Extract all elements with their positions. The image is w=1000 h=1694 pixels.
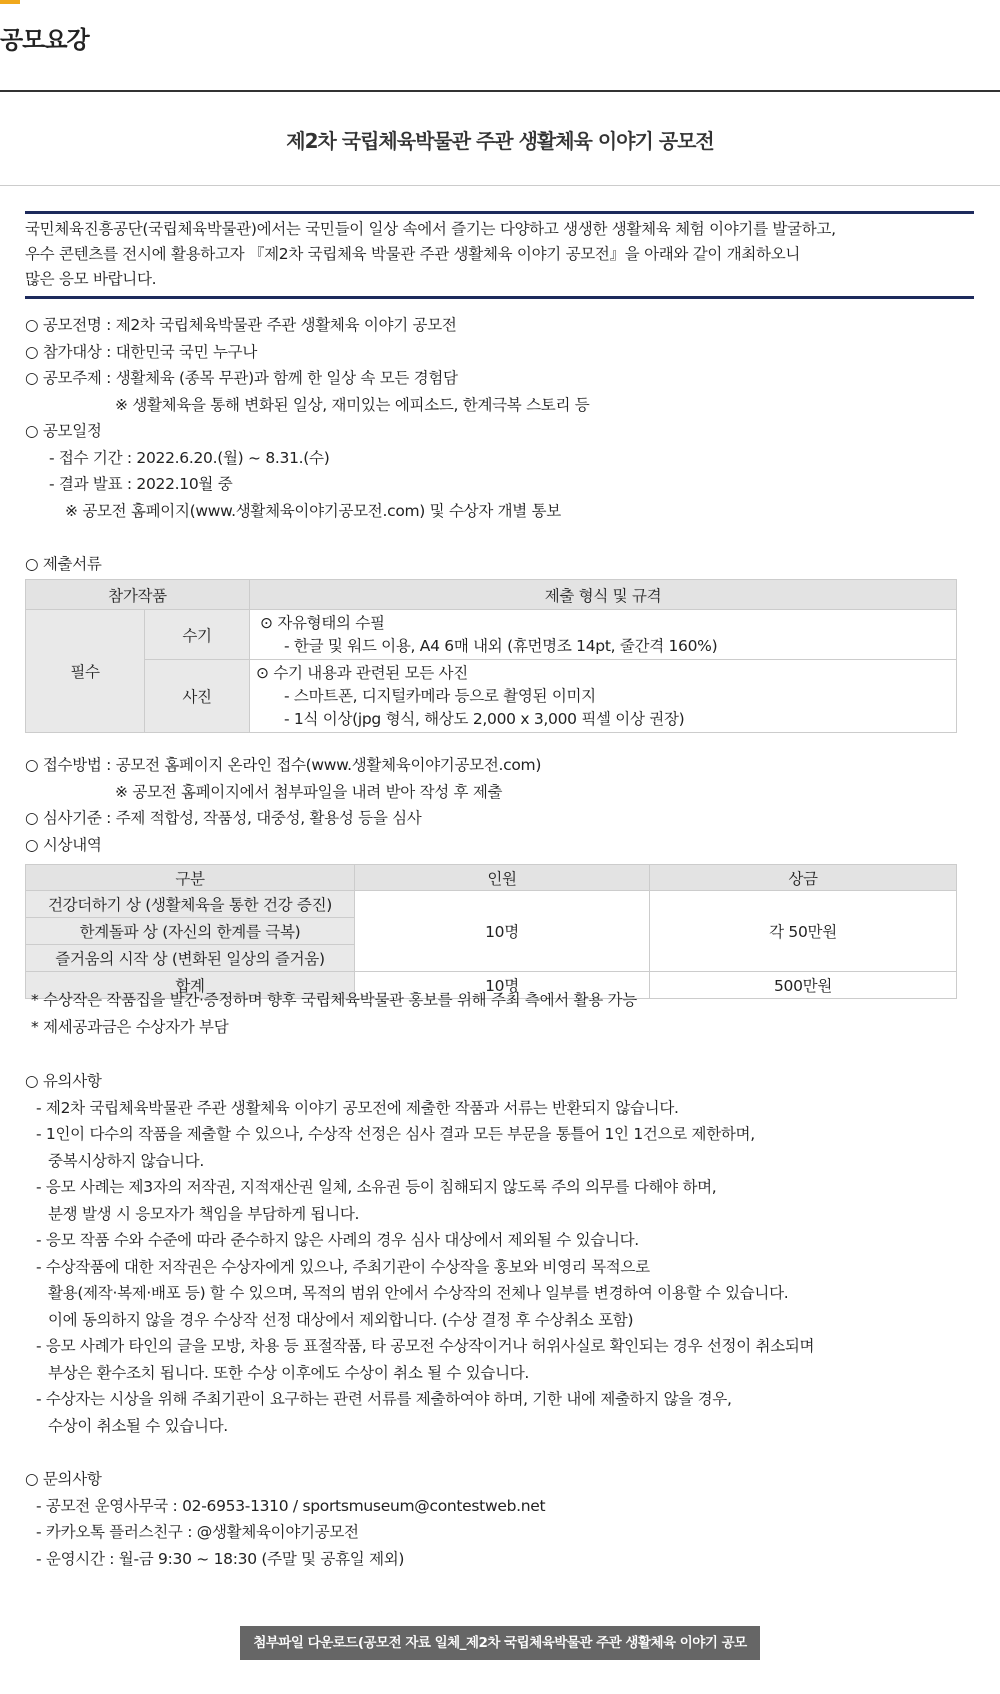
essay-spec-line: - 한글 및 워드 이용, A4 6매 내외 (휴먼명조 14pt, 줄간격 160%) (284, 636, 718, 655)
photo-spec-line: ⊙ 수기 내용과 관련된 모든 사진 (256, 663, 468, 682)
contact-block (25, 1466, 975, 1572)
contact-line: - 공모전 운영사무국 : 02-6953-1310 / sportsmuseum@contestweb.net (36, 1496, 546, 1515)
contact-heading: ○ 문의사항 (25, 1470, 102, 1488)
award-notes (31, 987, 981, 1040)
contest-title: 제2차 국립체육박물관 주관 생활체육 이야기 공모전 (286, 129, 714, 153)
theme-note: ※ 생활체육을 통해 변화된 일상, 재미있는 에피소드, 한계극복 스토리 등 (115, 395, 590, 414)
caution-line: 수상이 취소될 수 있습니다. (48, 1416, 228, 1435)
caution-line: 이에 동의하지 않을 경우 수상작 선정 대상에서 제외합니다. (수상 결정 후 수상취소 포함) (48, 1310, 634, 1329)
criteria: ○ 심사기준 : 주제 적합성, 작품성, 대중성, 활용성 등을 심사 (25, 809, 422, 827)
submission-table (25, 579, 957, 733)
submission-heading-text: ○ 제출서류 (25, 555, 102, 573)
schedule-period: - 접수 기간 : 2022.6.20.(월) ~ 8.31.(수) (49, 448, 330, 467)
essay-label: 수기 (145, 610, 250, 660)
required-cell: 필수 (26, 610, 145, 733)
method-block (25, 752, 975, 858)
overview-block (25, 312, 975, 524)
award-note: * 제세공과금은 수상자가 부담 (31, 1017, 229, 1036)
cautions-heading: ○ 유의사항 (25, 1072, 102, 1090)
intro-line: 많은 응모 바랍니다. (25, 270, 157, 288)
schedule-result: - 결과 발표 : 2022.10월 중 (49, 475, 233, 493)
top-divider (0, 90, 1000, 92)
col-header: 구분 (26, 865, 355, 891)
contest-name: ○ 공모전명 : 제2차 국립체육박물관 주관 생활체육 이야기 공모전 (25, 316, 457, 334)
award-category: 건강더하기 상 (생활체육을 통한 건강 증진) (26, 891, 355, 918)
caution-line: - 응모 사례가 타인의 글을 모방, 차용 등 표절작품, 타 공모전 수상작이거나 허위사실로 확인되는 경우 선정이 취소되며 (36, 1337, 815, 1355)
caution-line: 분쟁 발생 시 응모자가 책임을 부담하게 됩니다. (48, 1204, 360, 1223)
col-header: 인원 (355, 865, 650, 891)
photo-spec-line: - 스마트폰, 디지털카메라 등으로 촬영된 이미지 (284, 686, 596, 705)
schedule-note: ※ 공모전 홈페이지(www.생활체육이야기공모전.com) 및 수상자 개별 통보 (65, 501, 561, 520)
submission-heading (25, 551, 975, 578)
intro-line: 우수 콘텐츠를 전시에 활용하고자 『제2차 국립체육 박물관 주관 생활체육 이야기 공모전』을 아래와 같이 개최하오니 (25, 245, 801, 263)
total-label: 합계 (26, 972, 355, 999)
caution-line: - 1인이 다수의 작품을 제출할 수 있으나, 수상작 선정은 심사 결과 모든 부문을 통틀어 1인 1건으로 제한하며, (36, 1125, 755, 1143)
method: ○ 접수방법 : 공모전 홈페이지 온라인 접수(www.생활체육이야기공모전.com) (25, 756, 542, 774)
photo-label: 사진 (145, 660, 250, 733)
caution-line: 활용(제작·복제·배포 등) 할 수 있으며, 목적의 범위 안에서 수상작의 전체나 일부를 변경하여 이용할 수 있습니다. (48, 1284, 789, 1302)
accent-bar (0, 0, 20, 4)
col-header: 제출 형식 및 규격 (250, 580, 957, 610)
awards-table (25, 864, 957, 999)
caution-line: - 수상자는 시상을 위해 주최기관이 요구하는 관련 서류를 제출하여야 하며, 기한 내에 제출하지 않을 경우, (36, 1390, 732, 1408)
title-divider (0, 185, 1000, 186)
section-title: 공모요강 (0, 26, 89, 54)
award-category: 즐거움의 시작 상 (변화된 일상의 즐거움) (26, 945, 355, 972)
cautions-block (25, 1068, 975, 1439)
photo-spec (250, 660, 957, 733)
caution-line: - 제2차 국립체육박물관 주관 생활체육 이야기 공모전에 제출한 작품과 서류는 반환되지 않습니다. (36, 1098, 679, 1117)
caution-line: 부상은 환수조치 됩니다. 또한 수상 이후에도 수상이 취소 될 수 있습니다. (48, 1363, 530, 1382)
col-header: 참가작품 (26, 580, 250, 610)
award-note: * 수상작은 작품집을 발간·증정하며 향후 국립체육박물관 홍보를 위해 주최 측에서 활용 가능 (31, 991, 637, 1009)
awards-heading: ○ 시상내역 (25, 835, 102, 854)
photo-spec-line: - 1식 이상(jpg 형식, 해상도 2,000 x 3,000 픽셀 이상 권장) (284, 709, 685, 728)
caution-line: 중복시상하지 않습니다. (48, 1151, 204, 1170)
total-prize: 500만원 (650, 972, 957, 999)
contact-line: - 카카오톡 플러스친구 : @생활체육이야기공모전 (36, 1523, 359, 1541)
method-note: ※ 공모전 홈페이지에서 첨부파일을 내려 받아 작성 후 제출 (115, 782, 503, 801)
schedule-heading: ○ 공모일정 (25, 422, 102, 440)
download-button[interactable]: 첨부파일 다운로드(공모전 자료 일체_제2차 국립체육박물관 주관 생활체육 이야기 공모전.zip) (240, 1626, 760, 1660)
essay-spec-line: ⊙ 자유형태의 수필 (260, 613, 385, 632)
col-header: 상금 (650, 865, 957, 891)
essay-spec (250, 610, 957, 660)
caution-line: - 응모 사례는 제3자의 저작권, 지적재산권 일체, 소유권 등이 침해되지 않도록 주의 의무를 다해야 하며, (36, 1178, 717, 1196)
eligibility: ○ 참가대상 : 대한민국 국민 누구나 (25, 342, 258, 361)
caution-line: - 응모 작품 수와 수준에 따라 준수하지 않은 사례의 경우 심사 대상에서 제외될 수 있습니다. (36, 1231, 639, 1249)
intro-line: 국민체육진흥공단(국립체육박물관)에서는 국민들이 일상 속에서 즐기는 다양하고 생생한 생활체육 체험 이야기를 발굴하고, (25, 220, 836, 238)
award-count: 10명 (355, 891, 650, 972)
total-count: 10명 (355, 972, 650, 999)
award-category: 한계돌파 상 (자신의 한계를 극복) (26, 918, 355, 945)
award-prize: 각 50만원 (650, 891, 957, 972)
contact-line: - 운영시간 : 월-금 9:30 ~ 18:30 (주말 및 공휴일 제외) (36, 1549, 405, 1568)
intro-box (25, 211, 974, 299)
theme: ○ 공모주제 : 생활체육 (종목 무관)과 함께 한 일상 속 모든 경험담 (25, 369, 458, 387)
caution-line: - 수상작품에 대한 저작권은 수상자에게 있으나, 주최기관이 수상작을 홍보와 비영리 목적으로 (36, 1257, 650, 1276)
